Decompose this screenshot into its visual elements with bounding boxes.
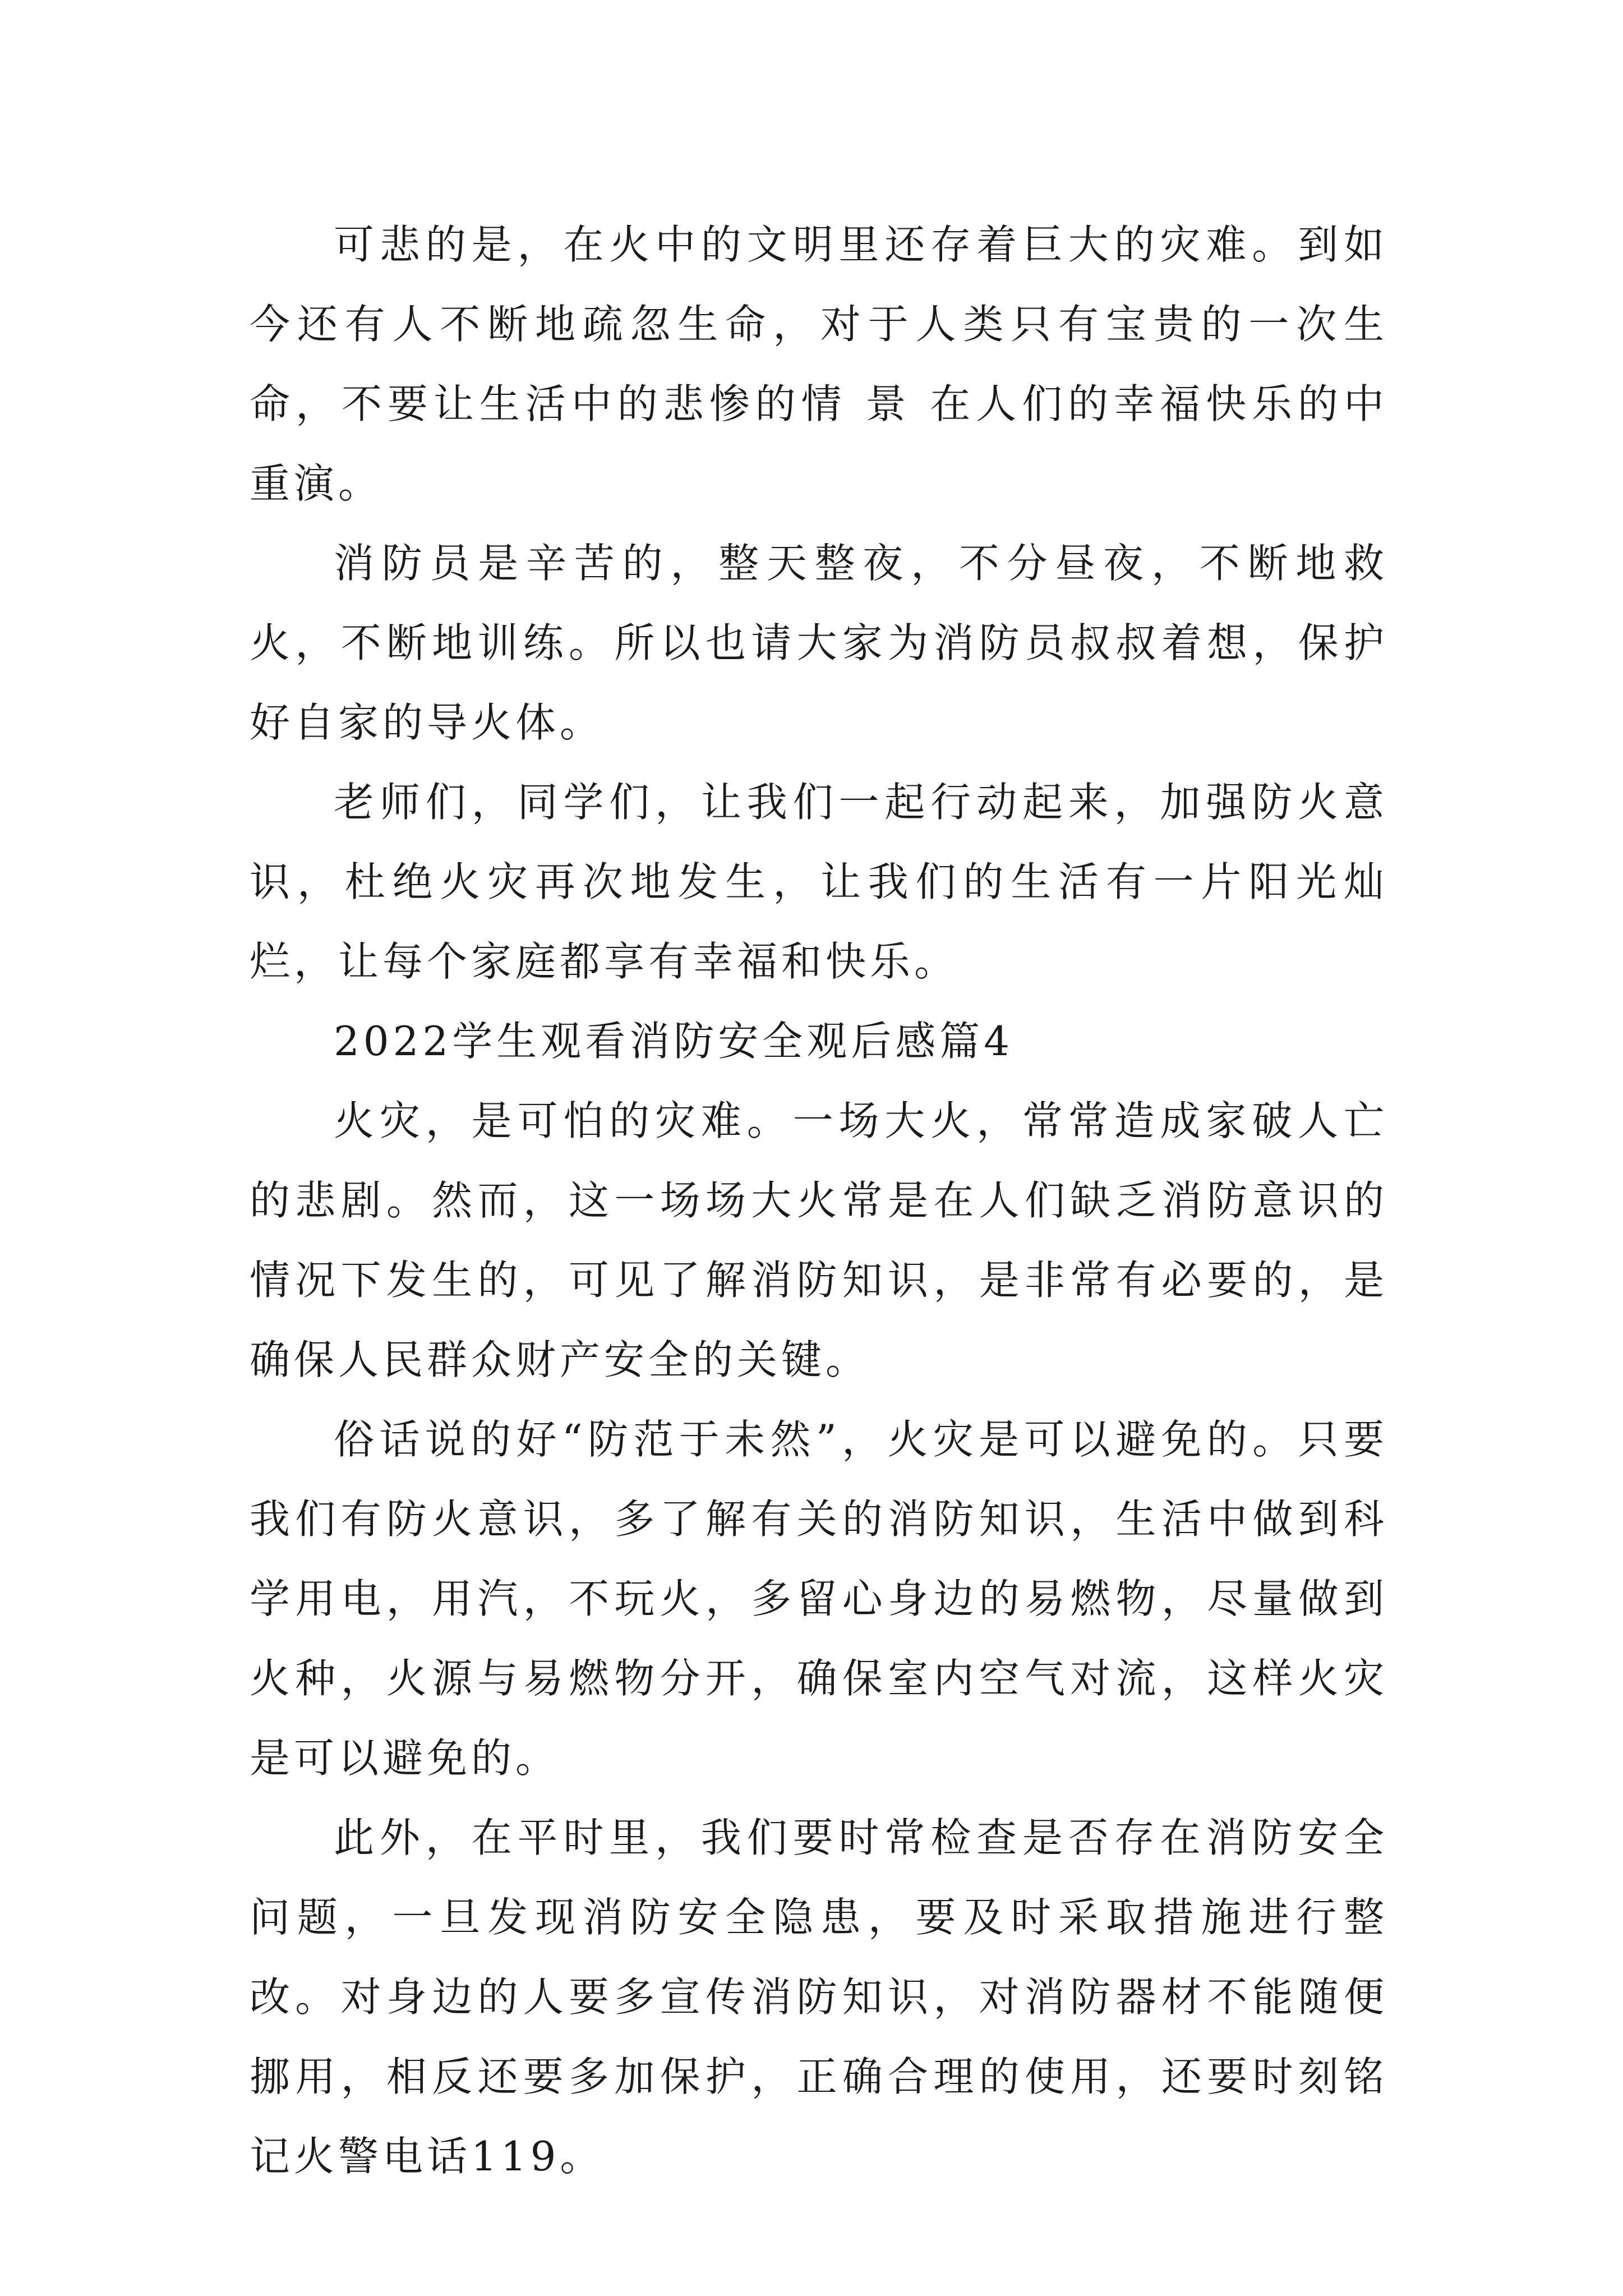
paragraph-2: 消防员是辛苦的，整天整夜，不分昼夜，不断地救火，不断地训练。所以也请大家为消防员叔叔着想，保护好自家的导火体。 — [250, 540, 1388, 746]
paragraph-6: 此外，在平时里，我们要时常检查是否存在消防安全问题，一旦发现消防安全隐患，要及时采取措施进行整改。对身边的人要多宣传消防知识，对消防器材不能随便挪用，相反还要多加保护，正确合理的使用，还要时刻铭记火警电话119。 — [250, 1814, 1388, 2180]
section-heading: 2022学生观看消防安全观后感篇4 — [334, 1018, 1014, 1065]
paragraph-5: 俗话说的好“防范于未然”，火灾是可以避免的。只要我们有防火意识，多了解有关的消防知识，生活中做到科学用电，用汽，不玩火，多留心身边的易燃物，尽量做到火种，火源与易燃物分开，确保室内空气对流，这样火灾是可以避免的。 — [250, 1416, 1388, 1782]
document-body — [250, 205, 1388, 2196]
paragraph-1: 可悲的是，在火中的文明里还存着巨大的灾难。到如今还有人不断地疏忽生命，对于人类只有宝贵的一次生命，不要让生活中的悲惨的情 景 在人们的幸福快乐的中重演。 — [250, 221, 1388, 507]
paragraph-4: 火灾，是可怕的灾难。一场大火，常常造成家破人亡的悲剧。然而，这一场场大火常是在人们缺乏消防意识的情况下发生的，可见了解消防知识，是非常有必要的，是确保人民群众财产安全的关键。 — [250, 1097, 1388, 1383]
paragraph-3: 老师们，同学们，让我们一起行动起来，加强防火意识，杜绝火灾再次地发生，让我们的生活有一片阳光灿烂，让每个家庭都享有幸福和快乐。 — [250, 779, 1388, 985]
